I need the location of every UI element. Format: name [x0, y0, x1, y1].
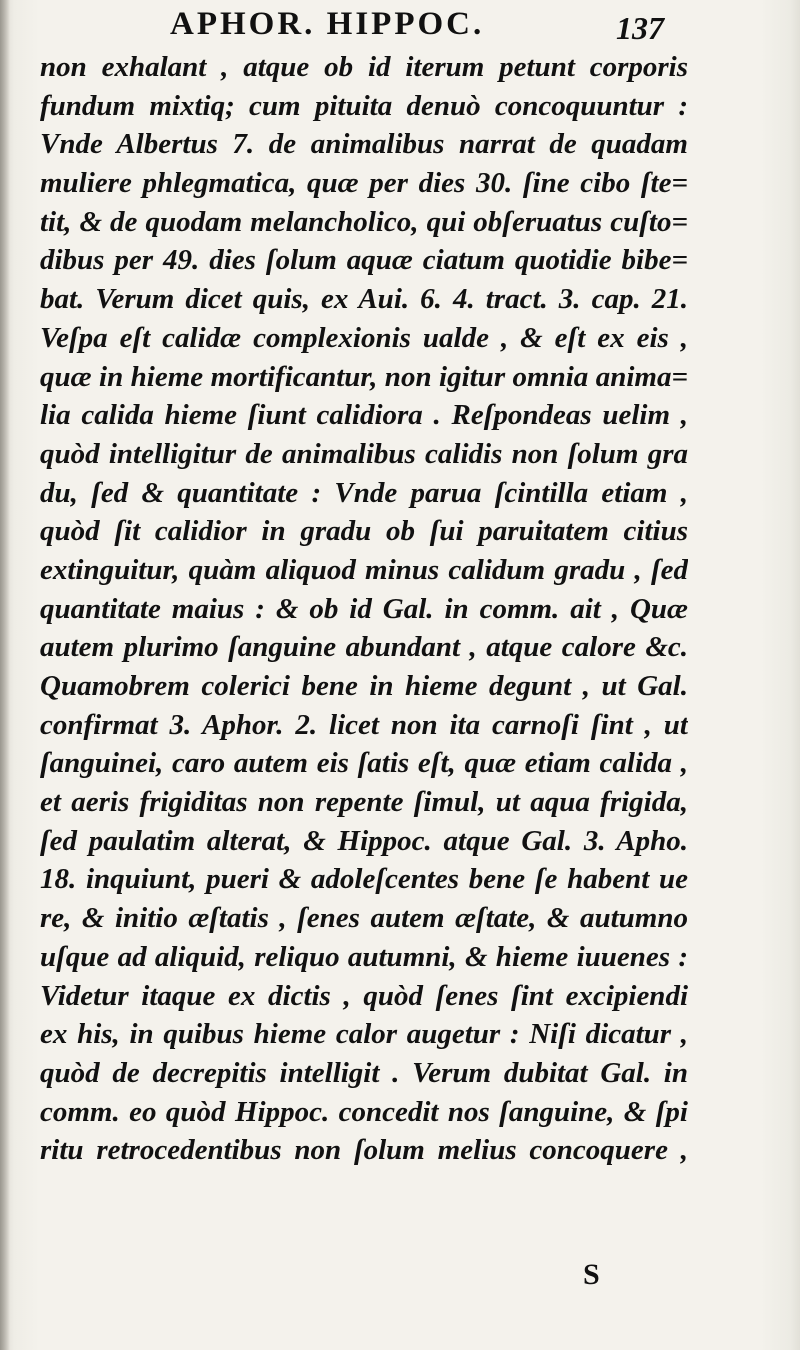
body-text — [40, 48, 688, 1170]
text-line: Quamobrem colerici bene in hieme degunt , ut Gal. — [40, 670, 688, 702]
text-line: confirmat 3. Aphor. 2. licet non ita carnoſi ſint , ut — [40, 708, 688, 741]
text-line: non exhalant , atque ob id iterum petunt corporis — [40, 51, 688, 83]
text-line: tit, & de quodam melancholico, qui obſeruatus cuſto= — [40, 205, 688, 238]
text-line: Veſpa eſt calidæ complexionis ualde , & eſt ex eis , — [40, 321, 688, 354]
text-line: muliere phlegmatica, quæ per dies 30. ſine cibo ſte= — [40, 167, 688, 200]
text-line: re, & initio æſtatis , ſenes autem æſtate, & autumno — [40, 902, 688, 935]
text-line: uſque ad aliquid, reliquo autumni, & hieme iuuenes : — [40, 940, 688, 973]
text-line: autem plurimo ſanguine abundant , atque calore &c. — [40, 631, 688, 664]
text-line: comm. eo quòd Hippoc. concedit nos ſanguine, & ſpi — [40, 1095, 688, 1128]
text-line: fundum mixtiq; cum pituita denuò concoquuntur : — [40, 89, 688, 122]
text-line: Vnde Albertus 7. de animalibus narrat de quadam — [40, 128, 688, 161]
text-line: ritu retrocedentibus non ſolum melius concoquere , — [40, 1134, 688, 1167]
text-line: dibus per 49. dies ſolum aquæ ciatum quotidie bibe= — [40, 244, 688, 277]
text-line: ſed paulatim alterat, & Hippoc. atque Gal. 3. Apho. — [40, 824, 688, 857]
text-line: 18. inquiunt, pueri & adoleſcentes bene ſe habent ue — [40, 863, 688, 896]
text-line: extinguitur, quàm aliquod minus calidum gradu , ſed — [40, 553, 688, 586]
text-line: du, ſed & quantitate : Vnde parua ſcintilla etiam , — [40, 476, 688, 509]
catchword: S — [583, 1258, 600, 1291]
running-head: APHOR. HIPPOC. — [170, 6, 485, 42]
text-line: bat. Verum dicet quis, ex Aui. 6. 4. tract. 3. cap. 21. — [40, 283, 688, 316]
page-gutter-shadow — [0, 0, 10, 1350]
text-line: quòd intelligitur de animalibus calidis non ſolum gra — [40, 437, 688, 470]
text-line: lia calida hieme ſiunt calidiora . Reſpondeas uelim , — [40, 399, 688, 432]
text-line: quæ in hieme mortificantur, non igitur omnia anima= — [40, 360, 688, 393]
page-number: 137 — [616, 10, 664, 46]
text-line: quòd de decrepitis intelligit . Verum dubitat Gal. in — [40, 1056, 688, 1089]
text-line: ex his, in quibus hieme calor augetur : Niſi dicatur , — [40, 1018, 688, 1051]
text-line: quòd ſit calidior in gradu ob ſui paruitatem citius — [40, 515, 688, 548]
text-line: Videtur itaque ex dictis , quòd ſenes ſint excipiendi — [40, 979, 688, 1012]
text-line: quantitate maius : & ob id Gal. in comm. ait , Quæ — [40, 592, 688, 625]
text-line: ſanguinei, caro autem eis ſatis eſt, quæ etiam calida , — [40, 747, 688, 780]
text-line: et aeris frigiditas non repente ſimul, ut aqua frigida, — [40, 786, 688, 819]
